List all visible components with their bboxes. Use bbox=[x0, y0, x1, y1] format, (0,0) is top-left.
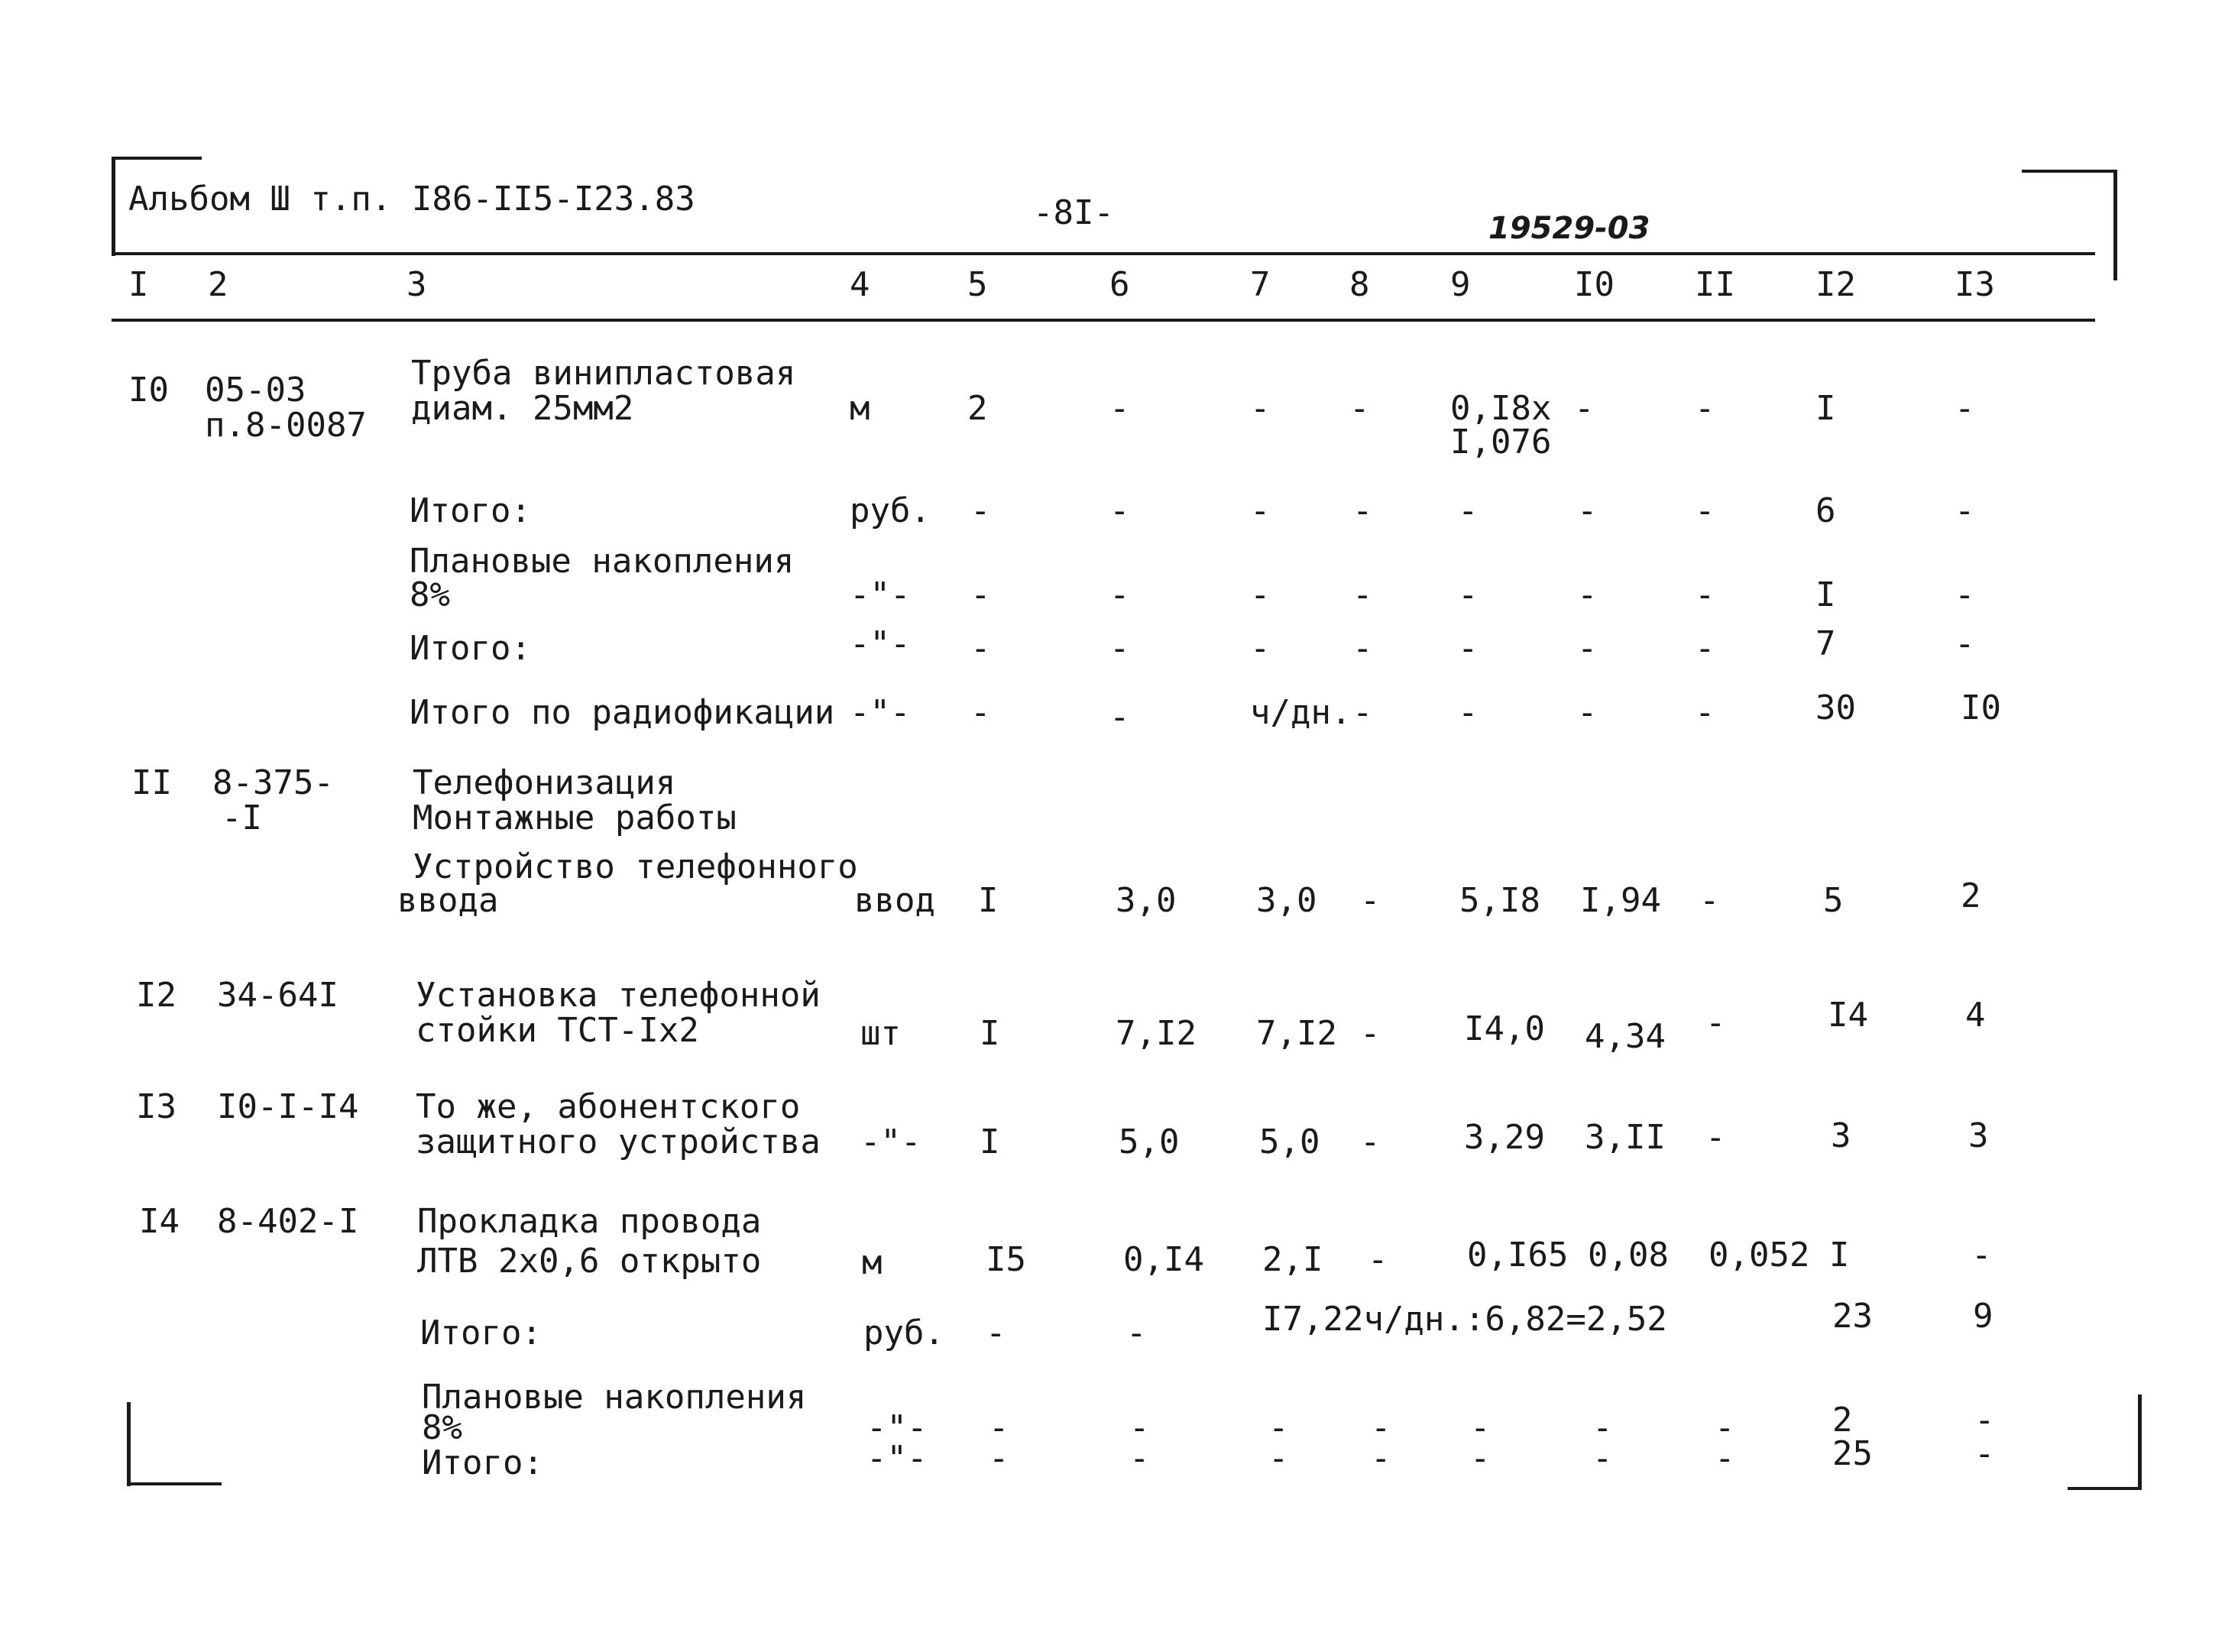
cell-13: - bbox=[1974, 1401, 1995, 1440]
cell-10: - bbox=[1577, 575, 1598, 614]
work-name: Плановые накопления bbox=[410, 542, 795, 581]
cell-11: - bbox=[1695, 491, 1715, 530]
cell-13: 9 bbox=[1973, 1297, 1993, 1336]
cell-9: 0,І65 bbox=[1467, 1236, 1569, 1275]
cell-6: 0,І4 bbox=[1123, 1240, 1204, 1279]
work-name: ЛТВ 2х0,6 открыто bbox=[417, 1242, 762, 1281]
work-name: Труба винипластовая bbox=[411, 354, 796, 393]
cell-9: 3,29 bbox=[1464, 1118, 1545, 1157]
work-name: Установка телефонной bbox=[416, 976, 821, 1015]
unit: руб. bbox=[863, 1314, 944, 1352]
cell-13: 3 bbox=[1968, 1116, 1989, 1155]
norm-code: 34-64І bbox=[217, 976, 338, 1015]
cell-6: 7,І2 bbox=[1116, 1014, 1197, 1053]
cell-12: І bbox=[1829, 1236, 1850, 1275]
frame-right-bottom bbox=[2138, 1394, 2142, 1490]
work-name: 8% bbox=[422, 1408, 462, 1447]
cell-10: 4,34 bbox=[1585, 1017, 1666, 1056]
cell-12: І4 bbox=[1828, 996, 1868, 1035]
frame-top-right bbox=[2022, 170, 2117, 173]
cell-13: - bbox=[1955, 624, 1975, 663]
cell-6: - bbox=[1109, 491, 1130, 530]
cell-12: І bbox=[1815, 389, 1836, 428]
cell-7: 2,І bbox=[1262, 1240, 1323, 1279]
cell-13: - bbox=[1971, 1236, 1992, 1275]
cell-13: - bbox=[1955, 491, 1975, 530]
row-number: І3 bbox=[136, 1087, 177, 1126]
unit: -"- bbox=[860, 1122, 921, 1161]
cell-12: 2 bbox=[1832, 1401, 1853, 1440]
cell-10: - bbox=[1577, 693, 1598, 732]
frame-bottom-right bbox=[2068, 1487, 2142, 1490]
unit: -"- bbox=[866, 1439, 928, 1478]
cell-11: - bbox=[1715, 1439, 1735, 1478]
cell-11: - bbox=[1695, 693, 1715, 732]
col-header-1: І bbox=[128, 265, 149, 304]
norm-code: 05-03 bbox=[205, 371, 306, 410]
work-name: Итого: bbox=[410, 629, 531, 668]
col-header-3: 3 bbox=[406, 265, 427, 304]
work-name: Итого по радиофикации bbox=[410, 693, 835, 732]
cell-6: - bbox=[1126, 1314, 1147, 1352]
cell-8: - bbox=[1360, 1122, 1381, 1161]
cell-8: - bbox=[1352, 491, 1373, 530]
column-header-rule bbox=[112, 319, 2095, 322]
norm-code: п.8-0087 bbox=[205, 406, 367, 445]
col-header-5: 5 bbox=[967, 265, 988, 304]
work-name: Плановые накопления bbox=[422, 1378, 807, 1417]
row-number: І0 bbox=[128, 371, 169, 410]
cell-8: - bbox=[1360, 1014, 1381, 1053]
cell-6: - bbox=[1109, 575, 1130, 614]
cell-11: - bbox=[1705, 1003, 1726, 1042]
cell-6: 5,0 bbox=[1119, 1122, 1180, 1161]
cell-9: 0,І8х bbox=[1450, 389, 1552, 428]
cell-9: - bbox=[1470, 1439, 1491, 1478]
norm-code: 8-375- bbox=[212, 763, 334, 802]
cell-9: 5,І8 bbox=[1459, 881, 1540, 920]
col-header-4: 4 bbox=[850, 265, 870, 304]
cell-12: 30 bbox=[1815, 688, 1856, 727]
cell-11: - bbox=[1695, 575, 1715, 614]
cell-8: - bbox=[1368, 1240, 1388, 1279]
cell-13: І0 bbox=[1961, 688, 2001, 727]
col-header-11: ІІ bbox=[1695, 265, 1735, 304]
cell-12: І bbox=[1815, 575, 1836, 614]
cell-12: 25 bbox=[1832, 1434, 1873, 1473]
cell-11: - bbox=[1695, 629, 1715, 668]
work-name: Итого: bbox=[420, 1314, 542, 1352]
header-rule bbox=[112, 252, 2095, 255]
work-name: диам. 25мм2 bbox=[411, 389, 634, 428]
cell-5: І bbox=[980, 1014, 1000, 1053]
cell-13: 2 bbox=[1961, 876, 1981, 915]
labor-calculation: І7,22ч/дн.:6,82=2,52 bbox=[1262, 1300, 1667, 1339]
cell-5: - bbox=[970, 491, 991, 530]
cell-12: 23 bbox=[1832, 1297, 1873, 1336]
unit: -"- bbox=[866, 1408, 928, 1447]
row-number: ІІ bbox=[131, 763, 172, 802]
cell-8: - bbox=[1360, 881, 1381, 920]
cell-7: 5,0 bbox=[1259, 1122, 1320, 1161]
cell-9: - bbox=[1458, 575, 1479, 614]
cell-5: 2 bbox=[967, 389, 988, 428]
cell-7: - bbox=[1250, 629, 1271, 668]
cell-5: - bbox=[989, 1439, 1009, 1478]
norm-code: І0-І-І4 bbox=[217, 1087, 359, 1126]
cell-10: - bbox=[1592, 1408, 1613, 1447]
cell-8: - bbox=[1352, 575, 1373, 614]
unit: м bbox=[850, 389, 870, 428]
album-title: Альбом Ш т.п. І86-ІІ5-І23.83 bbox=[128, 180, 695, 219]
cell-5: І5 bbox=[986, 1240, 1026, 1279]
col-header-8: 8 bbox=[1349, 265, 1370, 304]
cell-9: - bbox=[1458, 491, 1479, 530]
row-number: І2 bbox=[136, 976, 177, 1015]
cell-9: - bbox=[1458, 693, 1479, 732]
row-number: І4 bbox=[139, 1202, 180, 1241]
cell-6: - bbox=[1109, 629, 1130, 668]
col-header-7: 7 bbox=[1250, 265, 1271, 304]
work-name: стойки ТСТ-Іх2 bbox=[416, 1011, 699, 1050]
cell-7: - bbox=[1250, 575, 1271, 614]
cell-7: 3,0 bbox=[1256, 881, 1317, 920]
col-header-9: 9 bbox=[1450, 265, 1471, 304]
cell-13: - bbox=[1955, 575, 1975, 614]
cell-12: 7 bbox=[1815, 624, 1836, 663]
cell-11: - bbox=[1715, 1408, 1735, 1447]
document-stamp: 19529-03 bbox=[1488, 211, 1650, 246]
cell-8: - bbox=[1352, 629, 1373, 668]
section-subtitle: Монтажные работы bbox=[413, 798, 737, 837]
col-header-6: 6 bbox=[1109, 265, 1130, 304]
cell-7: ч/дн. bbox=[1250, 693, 1352, 732]
frame-left-top bbox=[112, 157, 115, 256]
cell-7: - bbox=[1250, 389, 1271, 428]
cell-12: 3 bbox=[1831, 1116, 1851, 1155]
cell-5: - bbox=[986, 1314, 1006, 1352]
cell-7: - bbox=[1268, 1439, 1289, 1478]
cell-13: 4 bbox=[1965, 996, 1986, 1035]
unit: -"- bbox=[850, 624, 911, 663]
norm-code: -І bbox=[222, 798, 262, 837]
cell-8: - bbox=[1371, 1408, 1391, 1447]
cell-5: І bbox=[980, 1122, 1000, 1161]
cell-13: - bbox=[1974, 1434, 1995, 1473]
cell-10: - bbox=[1592, 1439, 1613, 1478]
col-header-2: 2 bbox=[208, 265, 228, 304]
cell-9: - bbox=[1470, 1408, 1491, 1447]
cell-11: - bbox=[1695, 389, 1715, 428]
cell-11: 0,052 bbox=[1708, 1236, 1810, 1275]
cell-7: 7,І2 bbox=[1256, 1014, 1337, 1053]
cell-5: І bbox=[978, 881, 999, 920]
cell-13: - bbox=[1955, 389, 1975, 428]
cell-10: 3,ІІ bbox=[1585, 1118, 1666, 1157]
cell-5: - bbox=[970, 629, 991, 668]
frame-left-bottom bbox=[127, 1402, 131, 1486]
cell-7: - bbox=[1268, 1408, 1289, 1447]
cell-6: - bbox=[1129, 1408, 1150, 1447]
frame-top-left bbox=[112, 157, 202, 160]
cell-9: - bbox=[1458, 629, 1479, 668]
cell-10: - bbox=[1574, 389, 1595, 428]
col-header-12: І2 bbox=[1815, 265, 1856, 304]
work-name: Итого: bbox=[422, 1443, 543, 1482]
work-name: защитного устройства bbox=[416, 1122, 821, 1161]
section-title: Телефонизация bbox=[413, 763, 676, 802]
norm-code: 8-402-І bbox=[217, 1202, 359, 1241]
work-name: ввода bbox=[397, 881, 499, 920]
work-name: Прокладка провода bbox=[417, 1202, 762, 1241]
cell-10: - bbox=[1577, 629, 1598, 668]
work-name: То же, абонентского bbox=[416, 1087, 801, 1126]
col-header-13: І3 bbox=[1955, 265, 1995, 304]
cell-9: І,076 bbox=[1450, 423, 1552, 462]
unit: руб. bbox=[850, 491, 931, 530]
cell-5: - bbox=[989, 1408, 1009, 1447]
work-name: Итого: bbox=[410, 491, 531, 530]
cell-9: І4,0 bbox=[1464, 1009, 1545, 1048]
unit: шт bbox=[860, 1014, 901, 1053]
col-header-10: І0 bbox=[1574, 265, 1615, 304]
cell-8: - bbox=[1352, 693, 1373, 732]
cell-5: - bbox=[970, 575, 991, 614]
cell-12: 6 bbox=[1815, 491, 1836, 530]
unit: -"- bbox=[850, 575, 911, 614]
cell-6: - bbox=[1129, 1439, 1150, 1478]
cell-8: - bbox=[1349, 389, 1370, 428]
cell-11: - bbox=[1705, 1118, 1726, 1157]
cell-8: - bbox=[1371, 1439, 1391, 1478]
unit: м bbox=[862, 1243, 883, 1282]
work-name: 8% bbox=[410, 575, 450, 614]
cell-10: - bbox=[1577, 491, 1598, 530]
page-number: -8І- bbox=[1033, 193, 1114, 232]
cell-12: 5 bbox=[1823, 881, 1844, 920]
cell-6: - bbox=[1109, 389, 1130, 428]
frame-bottom-left bbox=[127, 1482, 222, 1485]
cell-11: - bbox=[1699, 881, 1720, 920]
work-name: Устройство телефонного bbox=[413, 847, 858, 886]
unit: ввод bbox=[854, 881, 935, 920]
cell-6: - bbox=[1109, 698, 1130, 737]
cell-5: - bbox=[970, 693, 991, 732]
cell-6: 3,0 bbox=[1116, 881, 1177, 920]
unit: -"- bbox=[850, 693, 911, 732]
cell-10: І,94 bbox=[1580, 881, 1661, 920]
frame-right-top bbox=[2113, 170, 2117, 280]
cell-10: 0,08 bbox=[1588, 1236, 1669, 1275]
cell-7: - bbox=[1250, 491, 1271, 530]
